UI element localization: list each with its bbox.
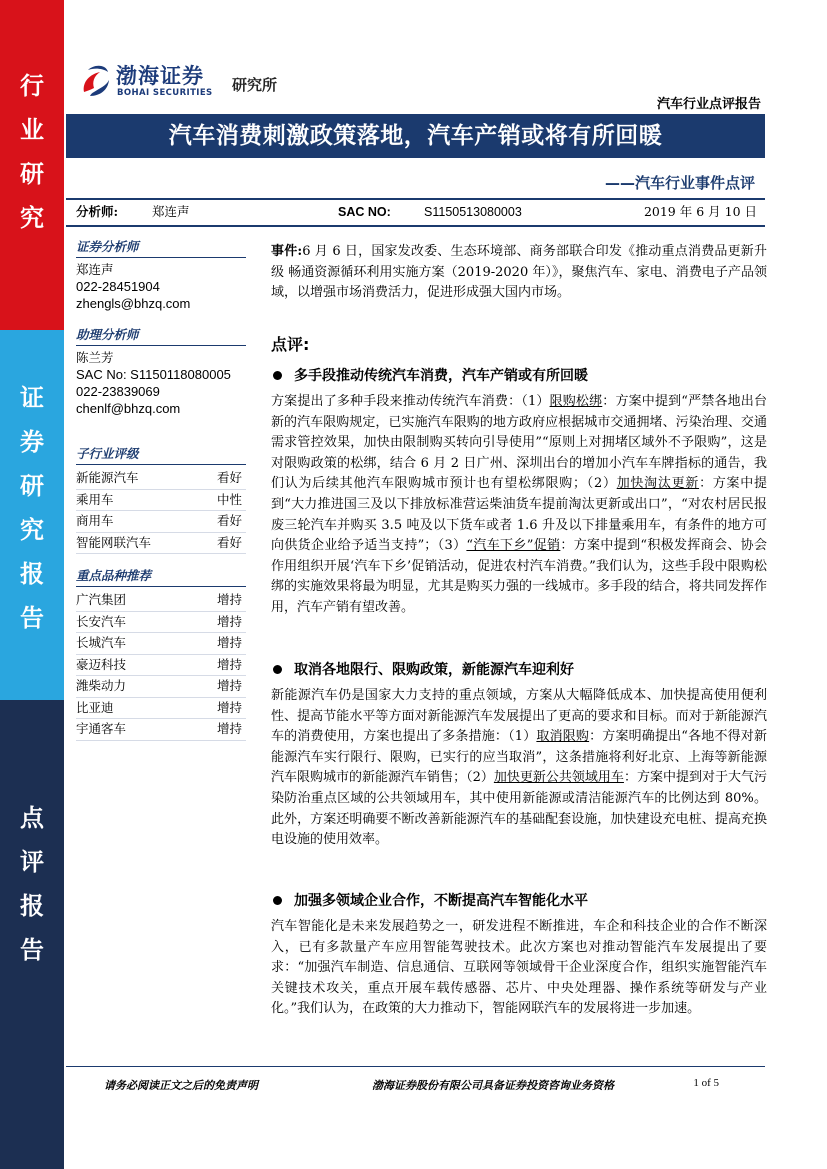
pick-name: 长安汽车 — [76, 613, 127, 629]
assistant-contact-line: SAC No: S1150118080005 — [76, 367, 231, 382]
body-text: ：方案明确提出“各地不得对新能源汽车实行限行、限购，已实行的应当取消”，这条措施将利好北京、上海等新能源汽车限购城市的新能源汽车销售；（2） — [271, 729, 767, 786]
pick-row — [76, 633, 246, 655]
page-subtitle: ——汽车行业事件点评 — [604, 174, 755, 192]
report-type: 汽车行业点评报告 — [656, 97, 761, 112]
report-meta — [66, 199, 765, 225]
logo-institute: 研究所 — [232, 76, 278, 94]
rating-value: 看好 — [216, 534, 242, 550]
underlined-term: 加快淘汰更新 — [616, 476, 700, 492]
body-text: ：方案中提到对于大气污染防治重点区域的公共领域用车，其中使用新能源或清洁能源汽车的比例达到 80%。此外，方案还明确要不断改善新能源汽车的基础配套设施，加快建设充电桩、提高充换电设施的使用效率。 — [271, 770, 767, 848]
band-char: 告 — [20, 936, 44, 964]
body-text: ：方案中提到“积极发挥商会、协会作用组织开展‘汽车下乡’促销活动，促进农村汽车消费。”我们认为，这些手段中限购松绑的实施效果将最为明显，尤其是购买力强的一线城市。多手段的结合，将共同发挥作用，汽车产销有望改善。 — [271, 538, 767, 615]
logo-chinese-name: 渤海证券 — [116, 64, 204, 88]
analyst-contact-line: zhengls@bhzq.com — [76, 296, 191, 311]
securities-analyst-heading: 证券分析师 — [76, 237, 246, 258]
section-3-body: 汽车智能化是未来发展趋势之一，研发进程不断推进，车企和科技企业的合作不断深入，已有多款量产车应用智能驾驶技术。此次方案也对推动智能汽车发展提出了要求：“加强汽车制造、信息通信、互联网等领域骨干企业深度合作，组织实施智能汽车关键技术攻关，重点开展车载传感器、芯片、中央处理器、操作系统等研发与产业化。”我们认为，在政策的大力推动下，智能网联汽车的发展将进一步加速。 — [271, 919, 767, 1017]
underlined-term: “汽车下乡”促销 — [466, 538, 561, 554]
left-band-industry-research — [0, 0, 64, 330]
sub-industry-heading: 子行业评级 — [76, 444, 246, 465]
section-2 — [271, 659, 767, 851]
band-char: 业 — [20, 116, 44, 144]
pick-rating: 增持 — [216, 613, 242, 629]
analyst-contact-line: 022-28451904 — [76, 279, 160, 294]
pick-rating: 增持 — [216, 656, 242, 672]
rating-name: 智能网联汽车 — [76, 534, 152, 550]
pick-row — [76, 655, 246, 677]
bohai-logo-icon — [80, 62, 110, 98]
pick-name: 宇通客车 — [76, 721, 127, 736]
pick-row — [76, 698, 246, 720]
logo-english-name: BOHAI SECURITIES — [117, 88, 213, 98]
pick-name: 比亚迪 — [76, 699, 114, 715]
band-char: 行 — [20, 72, 44, 100]
footer-disclaimer: 请务必阅读正文之后的免责声明 — [104, 1079, 258, 1092]
rating-value: 中性 — [216, 491, 242, 507]
band-char: 报 — [20, 560, 44, 588]
assistant-contact-line: chenlf@bhzq.com — [76, 401, 181, 416]
section-1-heading — [271, 365, 767, 385]
page-title: 汽车消费刺激政策落地，汽车产销或将有所回暖 — [66, 114, 765, 158]
comment-heading: 点评: — [271, 335, 310, 354]
assistant-analyst-heading: 助理分析师 — [76, 325, 246, 346]
body-text: 新能源汽车仍是国家大力支持的重点领域，方案从大幅降低成本、加快提高使用便利性、提高节能水平等方面对新能源汽车发展提出了更高的要求和目标。而对于新能源汽车的消费使用，方案也提出了多条措施：（1） — [271, 688, 767, 745]
left-band-securities-report — [0, 330, 64, 700]
section-2-body — [271, 686, 767, 851]
pick-rating: 增持 — [216, 635, 242, 650]
rating-row — [76, 533, 246, 555]
meta-divider-bottom — [66, 225, 765, 227]
band-char: 告 — [20, 604, 44, 632]
band-char: 究 — [20, 204, 44, 232]
analyst-label: 分析师: — [76, 204, 119, 219]
rating-name: 新能源汽车 — [76, 470, 139, 485]
section-2-heading — [271, 659, 767, 679]
section-3-title: 加强多领域企业合作，不断提高汽车智能化水平 — [294, 893, 588, 909]
underlined-term: 取消限购 — [536, 729, 590, 745]
body-text: 方案提出了多种手段来推动传统汽车消费：（1） — [271, 394, 550, 409]
pick-row — [76, 676, 246, 698]
bullet-icon — [273, 665, 282, 674]
pick-row — [76, 612, 246, 634]
securities-analyst-block — [76, 237, 246, 312]
event-label: 事件: — [271, 244, 303, 259]
assistant-analyst-block — [76, 325, 246, 417]
rating-name: 乘用车 — [76, 491, 114, 507]
key-picks-block — [76, 566, 246, 741]
rating-value: 看好 — [216, 513, 242, 528]
body-text: ：方案中提到“大力推进国三及以下排放标准营运柴油货车提前淘汰更新或出口”，“对农村居民报废三轮汽车并购买 3.5 吨及以下货车或者 1.6 升及以下排量乘用车，有条件的地方可向供货企业给予适当支持”；（3） — [271, 476, 767, 554]
band-char: 研 — [20, 160, 44, 188]
rating-row — [76, 490, 246, 512]
sub-industry-rating-block — [76, 444, 246, 554]
band-char: 点 — [20, 804, 44, 832]
sac-number: S1150513080003 — [424, 205, 522, 219]
rating-row — [76, 468, 246, 490]
pick-row — [76, 590, 246, 612]
underlined-term: 加快更新公共领域用车 — [493, 770, 624, 786]
pick-rating: 增持 — [216, 592, 242, 607]
event-paragraph — [271, 242, 767, 304]
page-number: 1 of 5 — [693, 1077, 719, 1089]
section-3 — [271, 890, 767, 1020]
band-char: 究 — [20, 516, 44, 544]
footer-divider — [66, 1066, 765, 1067]
bullet-icon — [273, 896, 282, 905]
sac-label: SAC NO: — [338, 205, 391, 219]
band-char: 评 — [20, 848, 44, 876]
rating-name: 商用车 — [76, 513, 114, 528]
pick-name: 潍柴动力 — [76, 678, 127, 693]
pick-rating: 增持 — [216, 678, 242, 693]
assistant-contact-line: 陈兰芳 — [76, 350, 114, 365]
section-1 — [271, 365, 767, 619]
body-text: ：方案中提到“严禁各地出台新的汽车限购规定，已实施汽车限购的地方政府应根据城市交通拥堵、污染治理、交通需求管控效果，加快由限制购买转向引导使用”“原则上对拥堵区域外不予限购”，这是对限购政策的松绑，结合 6 月 2 日广州、深圳出台的增加小汽车车牌指标的通告，我们认为后续其他汽车限购城市预计也有望松绑限购；（2） — [271, 394, 767, 492]
pick-rating: 增持 — [216, 699, 242, 715]
section-1-title: 多手段推动传统汽车消费，汽车产销或有所回暖 — [294, 368, 588, 384]
section-2-title: 取消各地限行、限购政策，新能源汽车迎利好 — [294, 662, 574, 678]
section-3-heading — [271, 890, 767, 910]
rating-value: 看好 — [216, 470, 242, 485]
event-text: 6 月 6 日，国家发改委、生态环境部、商务部联合印发《推动重点消费品更新升级 畅通资源循环利用实施方案（2019-2020 年）》，聚焦汽车、家电、消费电子产品领域，以增强市场消费活力，促进形成强大国内市场。 — [271, 244, 767, 301]
pick-name: 长城汽车 — [76, 635, 127, 650]
pick-rating: 增持 — [216, 721, 242, 736]
pick-name: 广汽集团 — [76, 592, 127, 607]
pick-row — [76, 719, 246, 741]
band-char: 报 — [20, 892, 44, 920]
footer-qualification: 渤海证券股份有限公司具备证券投资咨询业务资格 — [372, 1079, 614, 1092]
assistant-contact-line: 022-23839069 — [76, 384, 160, 399]
pick-name: 豪迈科技 — [76, 656, 127, 672]
band-char: 证 — [20, 384, 44, 412]
underlined-term: 限购松绑 — [549, 394, 603, 409]
band-char: 券 — [20, 428, 44, 456]
analyst-name: 郑连声 — [152, 204, 190, 219]
band-char: 研 — [20, 472, 44, 500]
rating-row — [76, 511, 246, 533]
key-picks-heading: 重点品种推荐 — [76, 566, 246, 587]
bullet-icon — [273, 371, 282, 380]
analyst-contact-line: 郑连声 — [76, 262, 114, 277]
bohai-logo — [80, 60, 290, 104]
left-band-comment-report — [0, 700, 64, 1169]
report-date: 2019 年 6 月 10 日 — [643, 204, 757, 219]
section-1-body — [271, 392, 767, 619]
